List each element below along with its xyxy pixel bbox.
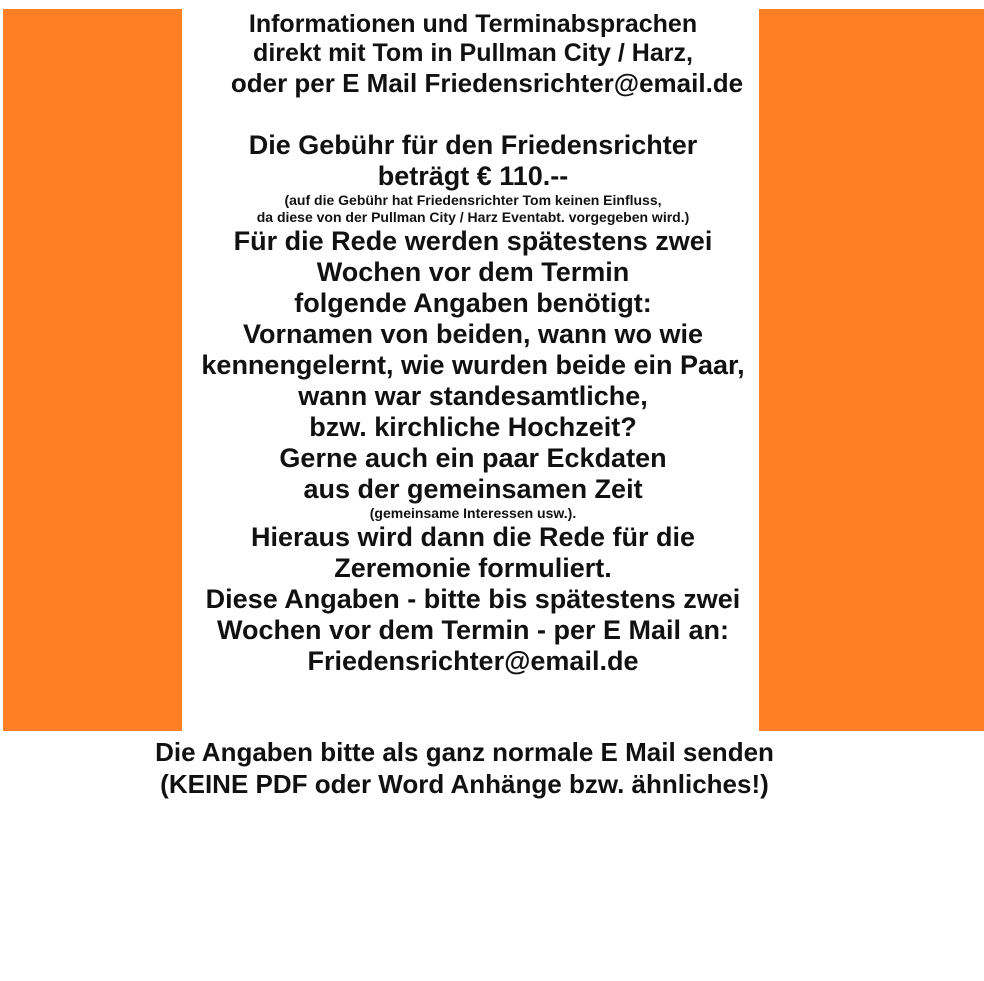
speech-line-1: Für die Rede werden spätestens zwei — [233, 226, 713, 256]
header-contact-email: oder per E Mail Friedensrichter@email.de — [230, 68, 744, 98]
main-info-block — [0, 130, 984, 677]
header-line-2: direkt mit Tom in Pullman City / Harz, — [253, 39, 693, 67]
speech-line-5: kennengelernt, wie wurden beide ein Paar, — [201, 350, 745, 380]
fee-amount: beträgt € 110.-- — [377, 161, 569, 191]
speech-line-8: Gerne auch ein paar Eckdaten — [279, 443, 667, 473]
closing-line-1: Hieraus wird dann die Rede für die — [250, 522, 696, 552]
fee-line-1: Die Gebühr für den Friedensrichter — [248, 130, 698, 160]
header-line-1: Informationen und Terminabsprachen — [248, 10, 698, 38]
bottom-note-line-1: Die Angaben bitte als ganz normale E Mail senden — [155, 737, 774, 767]
header-block — [0, 10, 984, 98]
closing-line-4: Wochen vor dem Termin - per E Mail an: — [216, 615, 730, 645]
speech-line-4: Vornamen von beiden, wann wo wie — [242, 319, 704, 349]
bottom-note-block — [0, 736, 984, 800]
speech-line-3: folgende Angaben benötigt: — [294, 288, 652, 318]
closing-line-2: Zeremonie formuliert. — [334, 553, 612, 583]
speech-line-2: Wochen vor dem Termin — [316, 257, 630, 287]
fee-note-2: da diese von der Pullman City / Harz Eventabt. vorgegeben wird.) — [256, 209, 690, 225]
speech-line-6: wann war standesamtliche, — [298, 381, 648, 411]
speech-line-9: aus der gemeinsamen Zeit — [303, 474, 643, 504]
closing-line-3: Diese Angaben - bitte bis spätestens zwei — [205, 584, 741, 614]
bottom-note-line-2: (KEINE PDF oder Word Anhänge bzw. ähnliches!) — [160, 769, 769, 799]
closing-email: Friedensrichter@email.de — [307, 646, 639, 676]
speech-line-7: bzw. kirchliche Hochzeit? — [309, 412, 637, 442]
fee-note-1: (auf die Gebühr hat Friedensrichter Tom keinen Einfluss, — [284, 192, 662, 208]
interests-note: (gemeinsame Interessen usw.). — [369, 505, 577, 521]
